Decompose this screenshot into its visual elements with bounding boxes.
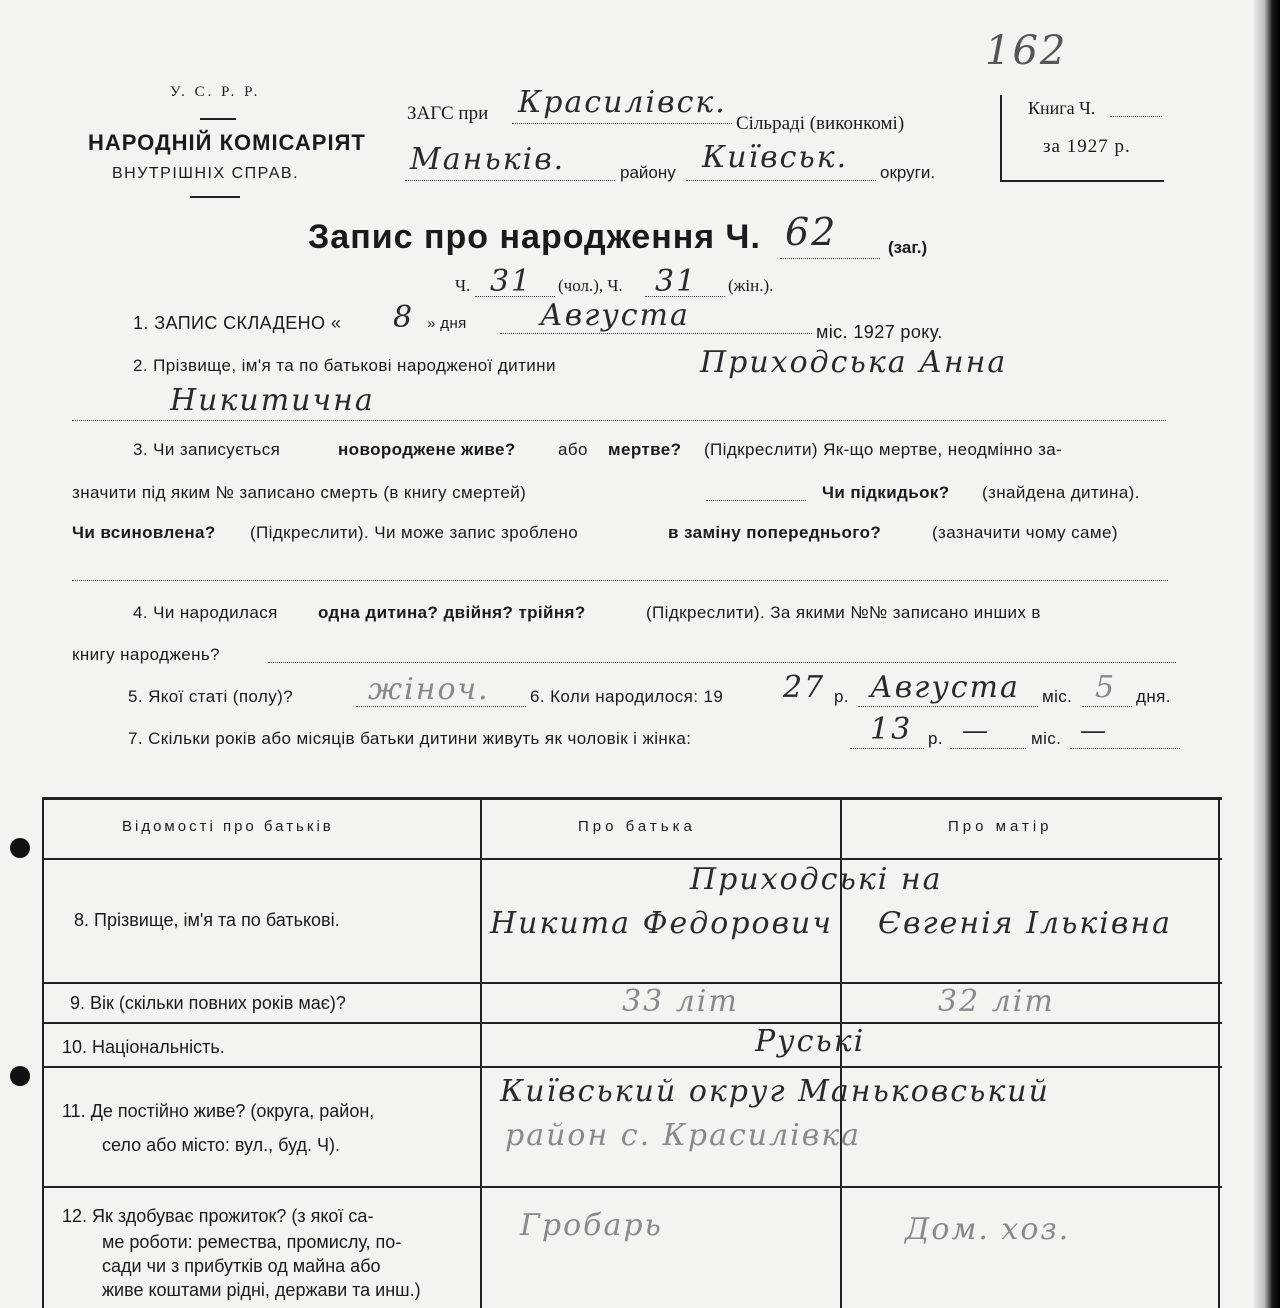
country-label: У. С. Р. Р.	[170, 84, 261, 100]
table-left	[42, 797, 44, 1308]
item4-options: одна дитина? двійня? трійня?	[318, 603, 586, 622]
item6-day: 5	[1095, 670, 1117, 705]
row11-label-2: село або місто: вул., буд. Ч).	[102, 1135, 340, 1155]
item6-mis: міс.	[1042, 687, 1073, 706]
item3-dead: мертве?	[608, 440, 682, 459]
zags-label: ЗАГС при	[407, 103, 489, 124]
zags-dotted	[512, 123, 732, 124]
row11-common-1: Київський округ Маньковський	[500, 1074, 1050, 1109]
item7-end-dotted	[1070, 748, 1180, 749]
item7-months-dotted	[950, 748, 1026, 749]
row9-bottom	[42, 1022, 1222, 1024]
okrug-value: Київськ.	[702, 140, 849, 175]
item3-live: новороджене живе?	[338, 440, 516, 459]
header-parents-info: Відомості про батьків	[122, 818, 334, 835]
page-edge-shadow	[1254, 0, 1280, 1308]
row12-label-3: сади чи з прибутків од майна або	[102, 1256, 381, 1276]
item3-line3d: (зазначити чому саме)	[932, 523, 1118, 542]
item1-end: міс. 1927 року.	[816, 322, 943, 342]
row12-father: Гробарь	[520, 1208, 663, 1243]
item4-line2: книгу народжень?	[72, 645, 220, 664]
item6-month: Августа	[870, 670, 1020, 705]
item4-line1a: 4. Чи народилася	[133, 603, 278, 622]
okrug-label: округи.	[880, 163, 936, 182]
item7-years-dotted	[850, 748, 924, 749]
item6-month-dotted	[858, 706, 1038, 707]
item5-value: жіноч.	[368, 672, 490, 707]
item1-mid: » дня	[427, 315, 467, 332]
book-year: за 1927 р.	[1043, 136, 1131, 157]
row9-mother: 32 літ	[938, 984, 1055, 1019]
record-number: 62	[785, 210, 838, 254]
item2-value2: Никитична	[170, 383, 375, 418]
book-dotted	[1110, 116, 1162, 117]
item7-mis: міс.	[1031, 729, 1062, 748]
book-box-left	[1000, 95, 1002, 181]
table-right	[1218, 797, 1220, 1308]
item3-dotted	[72, 580, 1168, 581]
item3-line2a: значити під яким № записано смерть (в книгу смертей)	[72, 483, 527, 502]
district-label: району	[620, 163, 676, 182]
item1-label: 1. ЗАПИС СКЛАДЕНО «	[133, 313, 342, 333]
divider	[200, 118, 236, 120]
row11-bottom	[42, 1186, 1222, 1188]
table-header-bottom	[42, 858, 1222, 860]
record-number-dotted	[780, 258, 880, 259]
row8-mother: Євгенія Ільківна	[878, 906, 1172, 941]
ministry-title: НАРОДНІЙ КОМІСАРІЯТ	[88, 130, 366, 155]
ch1-label: Ч.	[455, 276, 471, 295]
item3-or: або	[558, 440, 588, 459]
row12-label-2: ме роботи: ремества, промислу, по-	[102, 1232, 402, 1252]
okrug-dotted	[686, 180, 876, 181]
row10-label: 10. Національність.	[62, 1037, 225, 1057]
male-label: (чол.), Ч.	[558, 276, 623, 295]
row8-label: 8. Прізвище, ім'я та по батькові.	[74, 910, 340, 930]
district-value: Маньків.	[410, 142, 566, 177]
item2-value1: Приходська Анна	[700, 345, 1008, 380]
row12-label-4: живе коштами рідні, держави та инш.)	[102, 1280, 421, 1300]
item3-adopted: Чи всиновлена?	[72, 523, 216, 542]
item3-death-dotted	[706, 500, 806, 501]
table-col1	[480, 797, 482, 1308]
item3-replacement: в заміну попереднього?	[668, 523, 882, 542]
item5-dotted	[356, 706, 526, 707]
item6-dnya: дня.	[1136, 687, 1171, 706]
book-box-bottom	[1000, 180, 1164, 182]
row11-label-1: 11. Де постійно живе? (округа, район,	[62, 1101, 375, 1121]
header-mother: Про матір	[948, 818, 1053, 835]
divider	[190, 196, 240, 198]
item1-day: 8	[393, 300, 415, 335]
item4-dotted	[268, 662, 1176, 663]
item5-label: 5. Якої статі (полу)?	[128, 687, 294, 706]
row11-common-2: район с. Красилівка	[505, 1118, 862, 1153]
district-dotted	[405, 180, 615, 181]
ch2-value: 31	[655, 264, 698, 299]
item7-r: р.	[928, 729, 943, 748]
ch1-dotted	[475, 296, 555, 297]
item7-end: —	[1080, 716, 1108, 746]
item3-line3b: (Підкреслити). Чи може запис зроблено	[250, 523, 579, 542]
row8-common: Приходські на	[690, 862, 943, 897]
page-number: 162	[985, 28, 1068, 74]
row10-bottom	[42, 1066, 1222, 1068]
book-label: Книга Ч.	[1028, 98, 1096, 118]
item6-r: р.	[834, 687, 849, 706]
row9-father: 33 літ	[622, 984, 739, 1019]
row8-father: Никита Федорович	[490, 906, 834, 941]
item7-years: 13	[870, 712, 913, 747]
item2-label: 2. Прізвище, ім'я та по батькові народженої дитини	[133, 356, 556, 375]
ch1-value: 31	[490, 264, 533, 299]
item6-label: 6. Коли народилося: 19	[530, 687, 724, 706]
binding-hole	[10, 838, 30, 858]
item7-months: —	[962, 716, 990, 746]
item6-year: 27	[783, 670, 826, 705]
item6-day-dotted	[1082, 706, 1132, 707]
binding-hole	[10, 1066, 30, 1086]
table-top	[42, 797, 1222, 800]
rada-label: Сільраді (виконкомі)	[736, 113, 905, 134]
row10-common: Руські	[755, 1024, 866, 1059]
item3-line1e: (Підкреслити) Як-що мертве, неодмінно за-	[704, 440, 1063, 459]
title-suffix: (заг.)	[888, 238, 928, 257]
item1-dotted	[500, 333, 812, 334]
zags-value: Красилівск.	[518, 85, 727, 120]
row12-label-1: 12. Як здобуває прожиток? (з якої са-	[62, 1206, 374, 1226]
ch2-dotted	[645, 296, 725, 297]
item3-line2c: (знайдена дитина).	[982, 483, 1140, 502]
item3-foundling: Чи підкидьок?	[822, 483, 950, 502]
female-label: (жін.).	[728, 276, 774, 295]
header-father: Про батька	[578, 818, 696, 835]
item4-line1c: (Підкреслити). За якими №№ записано инших в	[646, 603, 1041, 622]
row9-label: 9. Вік (скільки повних років має)?	[70, 993, 346, 1013]
item3-line1a: 3. Чи записується	[133, 440, 281, 459]
item2-dotted	[72, 420, 1166, 421]
document-title: Запис про народження Ч.	[308, 218, 761, 256]
ministry-subtitle: ВНУТРІШНІХ СПРАВ.	[112, 165, 300, 182]
row12-mother: Дом. хоз.	[905, 1212, 1071, 1247]
item1-month: Августа	[540, 298, 690, 333]
item7-label: 7. Скільки років або місяців батьки дитини живуть як чоловік і жінка:	[128, 729, 692, 748]
